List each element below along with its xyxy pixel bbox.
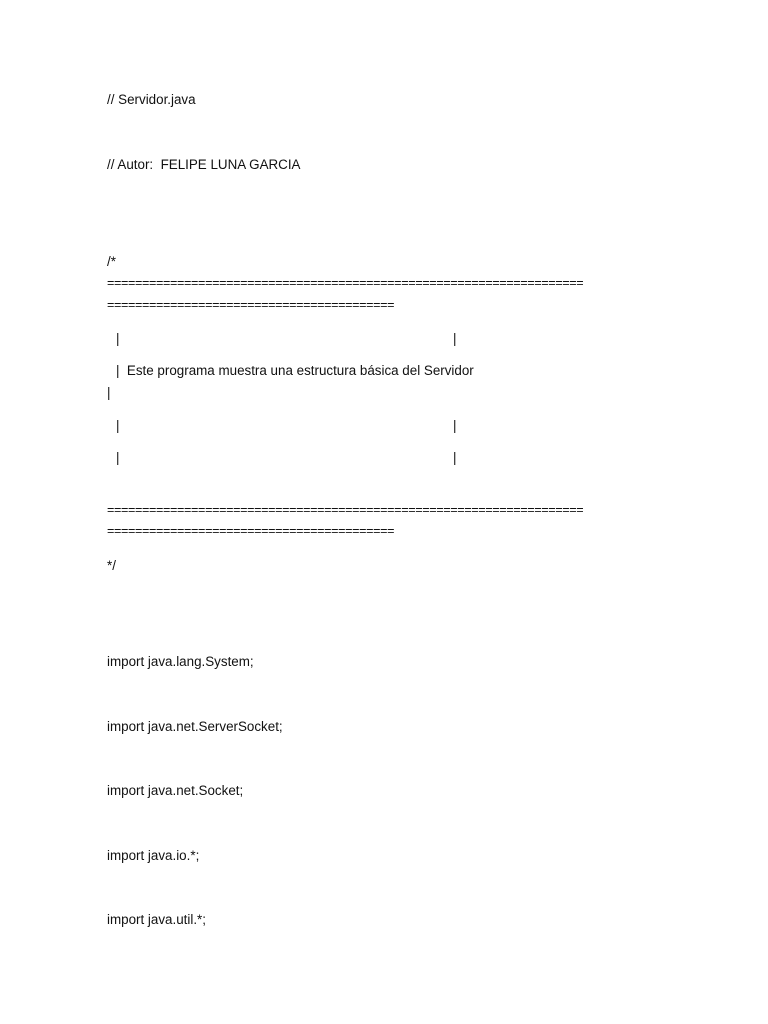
comment-rule-bottom-2: ========================================= [107, 524, 395, 538]
comment-rule-top-2: ========================================= [107, 298, 395, 312]
author-comment: // Autor: FELIPE LUNA GARCIA [107, 157, 301, 172]
comment-bar-left: | [116, 331, 120, 346]
import-statement: import java.util.*; [107, 912, 206, 927]
comment-bar-right: | [453, 418, 457, 433]
import-statement: import java.io.*; [107, 848, 200, 863]
program-description: | Este programa muestra una estructura básica del Servidor [116, 363, 474, 378]
comment-rule-top-1: ==================================================================== [107, 276, 584, 290]
import-statement: import java.lang.System; [107, 654, 254, 669]
comment-bar-right: | [453, 331, 457, 346]
comment-bar-right: | [453, 450, 457, 465]
comment-bar-left: | [107, 385, 111, 400]
comment-close: */ [107, 558, 116, 573]
comment-bar-left: | [116, 418, 120, 433]
filename-comment: // Servidor.java [107, 92, 196, 107]
import-statement: import java.net.Socket; [107, 783, 244, 798]
comment-bar-left: | [116, 450, 120, 465]
comment-rule-bottom-1: ==================================================================== [107, 503, 584, 517]
import-statement: import java.net.ServerSocket; [107, 719, 283, 734]
comment-open: /* [107, 254, 116, 269]
